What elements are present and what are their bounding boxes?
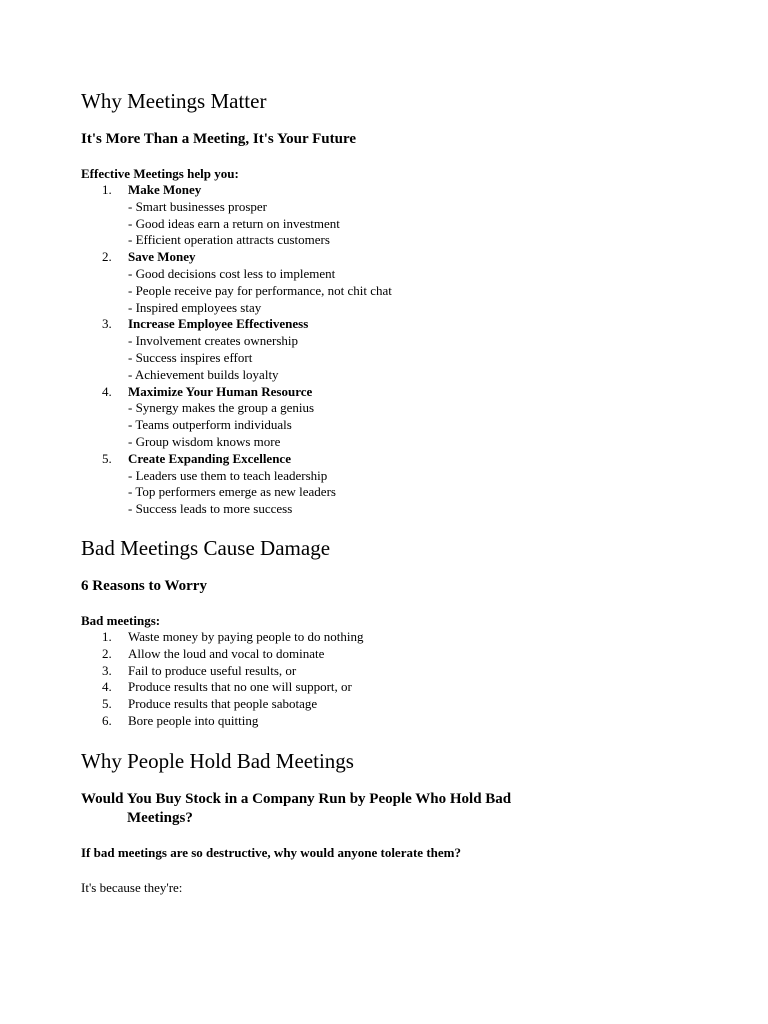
bad-meetings-list <box>81 629 363 730</box>
list-item <box>81 679 363 696</box>
list-item-title: Save Money <box>128 249 196 265</box>
subheading-line-1: Would You Buy Stock in a Company Run by People Who Hold Bad <box>81 791 512 807</box>
list-item-text: Bore people into quitting <box>128 712 259 728</box>
list-item-text: Waste money by paying people to do nothing <box>128 629 364 644</box>
list-item-number: 6. <box>102 712 112 728</box>
list-subitem: - Synergy makes the group a genius <box>128 400 315 416</box>
list-item-text: Produce results that people sabotage <box>128 696 318 712</box>
section-subheading-buy-stock <box>81 790 641 828</box>
list-item-number: 2. <box>102 249 112 265</box>
list-subitem: - Success leads to more success <box>128 501 293 517</box>
list-item <box>81 384 392 451</box>
list-item-title: Create Expanding Excellence <box>128 450 291 466</box>
effective-meetings-list <box>81 182 392 518</box>
list-item-number: 1. <box>102 182 112 197</box>
list-item-number: 5. <box>102 450 112 466</box>
question-text: If bad meetings are so destructive, why would anyone tolerate them? <box>81 845 461 860</box>
list-item-number: 3. <box>102 662 112 678</box>
list-intro-effective: Effective Meetings help you: <box>81 166 239 181</box>
list-item <box>81 182 392 249</box>
section-heading-why-meetings-matter: Why Meetings Matter <box>81 89 267 113</box>
list-item-number: 2. <box>102 645 112 661</box>
list-subitem: - People receive pay for performance, not chit chat <box>128 282 392 298</box>
list-item <box>81 451 392 518</box>
list-item <box>81 696 363 713</box>
list-subitem: - Involvement creates ownership <box>128 333 299 349</box>
list-item-text: Produce results that no one will support, or <box>128 679 352 695</box>
list-subitem: - Top performers emerge as new leaders <box>128 484 336 500</box>
list-item <box>81 316 392 383</box>
lead-text: It's because they're: <box>81 880 183 895</box>
subheading-line-2: Meetings? <box>127 810 193 826</box>
section-subheading-reasons: 6 Reasons to Worry <box>81 578 207 594</box>
list-subitem: - Efficient operation attracts customers <box>128 232 330 248</box>
list-item <box>81 713 363 730</box>
list-subitem: - Leaders use them to teach leadership <box>128 467 328 483</box>
list-item <box>81 249 392 316</box>
list-item-text: Fail to produce useful results, or <box>128 662 297 678</box>
list-item-number: 4. <box>102 383 112 399</box>
list-subitem: - Good ideas earn a return on investment <box>128 215 340 231</box>
list-intro-bad-meetings: Bad meetings: <box>81 613 161 628</box>
section-heading-bad-meetings-damage: Bad Meetings Cause Damage <box>81 536 331 560</box>
list-subitem: - Smart businesses prosper <box>128 198 268 214</box>
list-subitem: - Group wisdom knows more <box>128 433 281 449</box>
list-item-number: 4. <box>102 679 112 695</box>
list-subitem: - Achievement builds loyalty <box>128 366 279 382</box>
list-subitem: - Teams outperform individuals <box>128 417 292 433</box>
list-subitem: - Good decisions cost less to implement <box>128 265 336 281</box>
list-item-text: Allow the loud and vocal to dominate <box>128 645 325 661</box>
section-subheading-future: It's More Than a Meeting, It's Your Future <box>81 131 357 147</box>
list-item-title: Increase Employee Effectiveness <box>128 316 309 332</box>
section-heading-why-people-hold-bad-meetings: Why People Hold Bad Meetings <box>81 749 354 773</box>
list-item-title: Maximize Your Human Resource <box>128 383 313 399</box>
list-item <box>81 663 363 680</box>
list-item-title: Make Money <box>128 182 202 197</box>
list-item <box>81 629 363 646</box>
list-subitem: - Success inspires effort <box>128 349 253 365</box>
list-item <box>81 646 363 663</box>
list-item-number: 5. <box>102 696 112 712</box>
list-item-number: 1. <box>102 629 112 644</box>
list-subitem: - Inspired employees stay <box>128 299 262 315</box>
list-item-number: 3. <box>102 316 112 332</box>
